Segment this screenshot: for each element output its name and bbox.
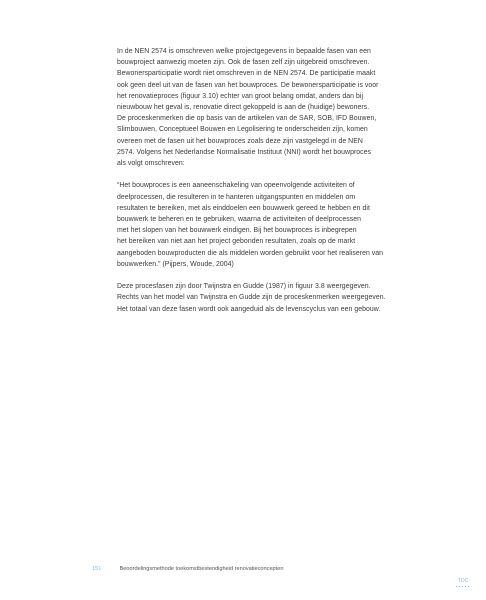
running-title: Beoordelingsmethode toekomstbestendigheid renovatieconcepten: [119, 566, 284, 572]
text-line: ook geen deel uit van de fasen van het bouwproces. De bewonersparticipatie is voor: [117, 81, 379, 89]
text-line: deelprocessen, die resulteren in te hanteren uitgangspunten en middelen om: [117, 193, 356, 201]
toc-label[interactable]: TOC: [457, 578, 469, 584]
toc-link[interactable]: [455, 578, 471, 588]
toc-dots-icon: [455, 585, 471, 588]
text-line: bouwproject aanwezig moeten zijn. Ook de fasen zelf zijn uitgebreid omschreven.: [117, 59, 370, 67]
text-line: Het totaal van deze fasen wordt ook aangeduid als de levenscyclus van een gebouw.: [117, 305, 381, 313]
paragraph-spacer: [117, 169, 427, 180]
text-line: bouwwerk te beheren en te gebruiken, waarna de activiteiten of deelprocessen: [117, 216, 361, 224]
paragraph-spacer: [117, 270, 427, 281]
text-line: In de NEN 2574 is omschreven welke projectgegevens in bepaalde fasen van een: [117, 48, 371, 55]
body-text: [117, 46, 427, 315]
text-line: bouwwerken.” (Pijpers, Woude, 2004): [117, 260, 234, 268]
text-line: Slimbouwen, Conceptueel Bouwen en Legolisering te onderscheiden zijn, komen: [117, 126, 368, 134]
paragraph-nen-2574: [117, 46, 427, 169]
text-line: De proceskenmerken die op basis van de artikelen van de SAR, SOB, IFD Bouwen,: [117, 115, 377, 123]
text-line: aangeboden bouwproducten die als middelen worden gebruikt voor het realiseren van: [117, 249, 384, 257]
text-line: 2574. Volgens het Nederlandse Normalisatie Instituut (NNI) wordt het bouwproces: [117, 148, 372, 156]
text-line: overeen met de fasen uit het bouwproces zoals deze zijn vastgelegd in de NEN: [117, 137, 363, 145]
text-line: nieuwbouw het geval is, renovatie direct gekoppeld is aan de (huidige) bewoners.: [117, 104, 370, 112]
text-line: Bewonersparticipatie wordt niet omschreven in de NEN 2574. De participatie maakt: [117, 70, 376, 78]
paragraph-procesfasen: [117, 281, 427, 315]
text-line: Deze procesfasen zijn door Twijnstra en Gudde (1987) in figuur 3.8 weergegeven.: [117, 283, 371, 291]
text-line: “Het bouwproces is een aaneenschakeling van opeenvolgende activiteiten of: [117, 182, 355, 190]
text-line: met het slopen van het bouwwerk eindigen. Bij het bouwproces is inbegrepen: [117, 227, 357, 235]
quote-bouwproces: [117, 180, 427, 270]
text-line: het renovatieproces (figuur 3.10) echter van groot belang omdat, anders dan bij: [117, 92, 364, 100]
text-line: als volgt omschreven:: [117, 160, 185, 168]
page-number: 151: [92, 566, 102, 572]
text-line: Rechts van het model van Twijnstra en Gudde zijn de proceskenmerken weergegeven.: [117, 294, 386, 302]
page-footer: [92, 565, 283, 573]
text-line: resultaten te bereiken, met als einddoelen een bouwwerk gereed te hebben en dit: [117, 204, 370, 212]
text-line: het bereiken van niet aan het project gebonden resultaten, zoals op de markt: [117, 238, 356, 246]
